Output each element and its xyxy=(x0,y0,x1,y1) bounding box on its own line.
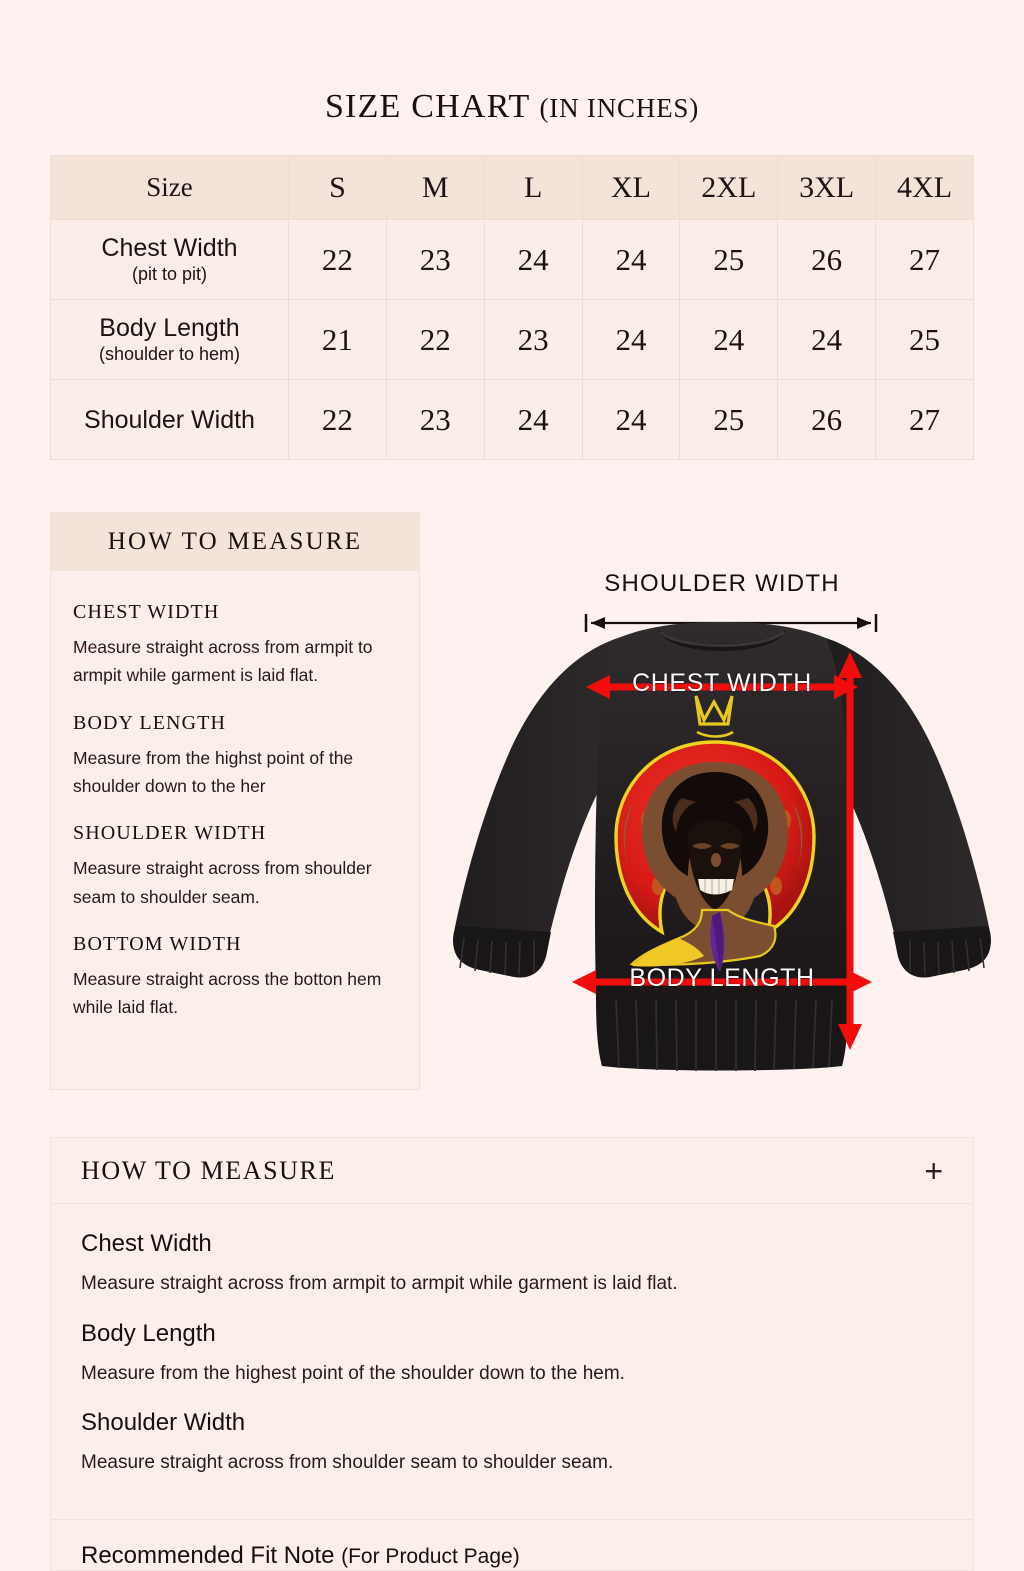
how-to-measure-panel-heading: HOW TO MEASURE xyxy=(51,513,419,571)
table-header-row xyxy=(51,156,974,220)
measure-block-heading: CHEST WIDTH xyxy=(73,601,220,623)
measure-block-text: Measure straight across from shoulder seam to shoulder seam. xyxy=(73,858,372,907)
cell-shoulder-xl: 24 xyxy=(582,380,680,460)
header-l: L xyxy=(484,156,582,220)
header-2xl: 2XL xyxy=(680,156,778,220)
row-sublabel-text: (pit to pit) xyxy=(131,264,208,285)
header-s: S xyxy=(289,156,387,220)
size-chart-table-container xyxy=(50,155,974,460)
cell-chest-m: 23 xyxy=(386,220,484,300)
header-xl: XL xyxy=(582,156,680,220)
header-3xl: 3XL xyxy=(778,156,876,220)
cell-chest-l: 24 xyxy=(484,220,582,300)
row-label-text: Shoulder Width xyxy=(84,405,255,434)
measure-block-chest-width xyxy=(73,601,397,690)
accordion-item-title: Shoulder Width xyxy=(81,1409,246,1437)
cell-length-m: 22 xyxy=(386,300,484,380)
cell-chest-xl: 24 xyxy=(582,220,680,300)
measure-block-heading: BODY LENGTH xyxy=(73,711,227,734)
cell-length-3xl: 24 xyxy=(778,300,876,380)
chest-width-annotation-label: CHEST WIDTH xyxy=(632,669,812,697)
size-chart-table xyxy=(50,155,974,460)
cell-shoulder-3xl: 26 xyxy=(778,380,876,460)
measure-block-heading: BOTTOM WIDTH xyxy=(73,933,242,956)
accordion-item-title: Chest Width xyxy=(81,1230,212,1257)
how-to-measure-panel xyxy=(50,512,420,1090)
measurement-section xyxy=(0,512,1024,1092)
row-label-text: Chest Width xyxy=(101,234,238,263)
page-title-sub: (IN INCHES) xyxy=(539,93,700,123)
shoulder-width-annotation-label: SHOULDER WIDTH xyxy=(604,570,840,597)
cell-length-2xl: 24 xyxy=(680,300,778,380)
measure-block-bottom-width xyxy=(73,933,397,1022)
cell-chest-4xl: 27 xyxy=(876,220,974,300)
plus-icon[interactable]: + xyxy=(924,1152,943,1189)
cell-shoulder-4xl: 27 xyxy=(876,380,974,460)
table-row xyxy=(51,300,974,380)
measure-block-text: Measure straight across from armpit to armpit while garment is laid flat. xyxy=(73,637,373,686)
accordion-item-text: Measure straight across from armpit to armpit while garment is laid flat. xyxy=(81,1273,678,1294)
row-sublabel-text: (shoulder to hem) xyxy=(98,344,241,365)
accordion-item-title: Body Length xyxy=(81,1319,216,1347)
cell-chest-s: 22 xyxy=(289,220,387,300)
accordion-item-body-length xyxy=(81,1320,943,1388)
cell-chest-3xl: 26 xyxy=(778,220,876,300)
measure-block-text: Measure from the highst point of the shoulder down to the her xyxy=(73,747,354,797)
row-label-text: Body Length xyxy=(99,314,240,343)
page-title xyxy=(0,0,1024,126)
header-size: Size xyxy=(51,156,289,220)
header-m: M xyxy=(386,156,484,220)
cell-length-4xl: 25 xyxy=(876,300,974,380)
table-row xyxy=(51,380,974,460)
cell-shoulder-2xl: 25 xyxy=(680,380,778,460)
recommended-fit-note-paren: (For Product Page) xyxy=(341,1544,520,1568)
row-label-chest-width xyxy=(51,220,289,300)
recommended-fit-note-title xyxy=(81,1542,943,1570)
accordion-body xyxy=(51,1204,973,1515)
page-title-main: SIZE CHART xyxy=(324,88,540,125)
cell-shoulder-m: 23 xyxy=(386,380,484,460)
cell-shoulder-l: 24 xyxy=(484,380,582,460)
how-to-measure-accordion xyxy=(50,1137,974,1571)
accordion-header[interactable] xyxy=(51,1138,973,1204)
accordion-item-text: Measure from the highest point of the shoulder down to the hem. xyxy=(81,1362,625,1384)
measure-block-text: Measure straight across the botton hem while laid flat. xyxy=(73,969,382,1018)
measure-block-heading: SHOULDER WIDTH xyxy=(73,822,267,845)
row-label-shoulder-width xyxy=(51,380,289,460)
accordion-item-shoulder-width xyxy=(81,1409,943,1477)
garment-diagram xyxy=(420,512,1024,1090)
body-length-annotation-label: BODY LENGTH xyxy=(629,964,815,992)
cell-shoulder-s: 22 xyxy=(289,380,387,460)
header-4xl: 4XL xyxy=(876,156,974,220)
cell-chest-2xl: 25 xyxy=(680,220,778,300)
accordion-title: HOW TO MEASURE xyxy=(81,1155,336,1185)
how-to-measure-panel-body xyxy=(51,571,419,1022)
cell-length-xl: 24 xyxy=(582,300,680,380)
recommended-fit-note-label: Recommended Fit Note xyxy=(81,1541,342,1569)
accordion-item-chest-width xyxy=(81,1230,943,1298)
accordion-item-text: Measure straight across from shoulder seam to shoulder seam. xyxy=(81,1452,614,1474)
row-label-body-length xyxy=(51,300,289,380)
table-row xyxy=(51,220,974,300)
cell-length-s: 21 xyxy=(289,300,387,380)
measure-block-shoulder-width xyxy=(73,822,397,911)
cell-length-l: 23 xyxy=(484,300,582,380)
measure-block-body-length xyxy=(73,712,397,801)
recommended-fit-note-section xyxy=(51,1520,973,1570)
